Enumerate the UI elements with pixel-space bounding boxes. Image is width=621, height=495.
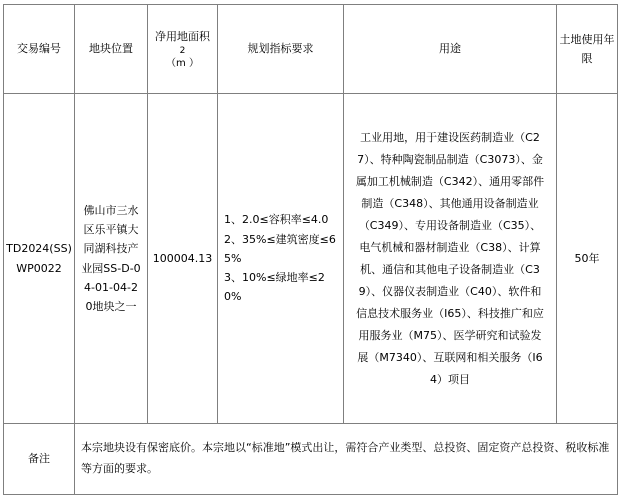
header-net-area-label: 净用地面积 — [155, 29, 210, 43]
table-row — [4, 94, 618, 424]
note-row — [4, 424, 618, 495]
planning-line-2: 2、35%≤建筑密度≤65% — [224, 232, 336, 265]
note-label: 备注 — [4, 424, 75, 495]
land-transaction-table — [3, 4, 618, 495]
planning-line-3: 3、10%≤绿地率≤20% — [224, 271, 325, 304]
header-net-area-superscript: 2 — [179, 46, 186, 57]
cell-trade-no: TD2024(SS)WP0022 — [4, 94, 75, 424]
header-net-area-unit: （m ） — [166, 58, 199, 70]
header-row — [4, 5, 618, 94]
header-location: 地块位置 — [75, 5, 148, 94]
header-net-area — [148, 5, 218, 94]
cell-net-area: 100004.13 — [148, 94, 218, 424]
planning-line-1: 1、2.0≤容积率≤4.0 — [224, 213, 329, 227]
cell-location: 佛山市三水区乐平镇大同湖科技产业园SS-D-04-01-04-20地块之一 — [75, 94, 148, 424]
header-planning: 规划指标要求 — [218, 5, 344, 94]
note-text: 本宗地块设有保密底价。本宗地以“标准地”模式出让，需符合产业类型、总投资、固定资产总投资、税收标准等方面的要求。 — [75, 424, 618, 495]
cell-term: 50年 — [557, 94, 618, 424]
header-trade-no: 交易编号 — [4, 5, 75, 94]
cell-usage: 工业用地，用于建设医药制造业（C27）、特种陶瓷制品制造（C3073）、金属加工机械制造（C342）、通用零部件制造（C348）、其他通用设备制造业（C349）、专用设备制造业（C35）、电气机械和器材制造业（C38）、计算机、通信和其他电子设备制造业（C39）、仪器仪表制造业（C40）、软件和信息技术服务业（I65）、科技推广和应用服务业（M75）、医学研究和试验发展（M7340）、互联网和相关服务（I64）项目 — [344, 94, 557, 424]
header-usage: 用途 — [344, 5, 557, 94]
cell-planning — [218, 94, 344, 424]
header-term: 土地使用年限 — [557, 5, 618, 94]
